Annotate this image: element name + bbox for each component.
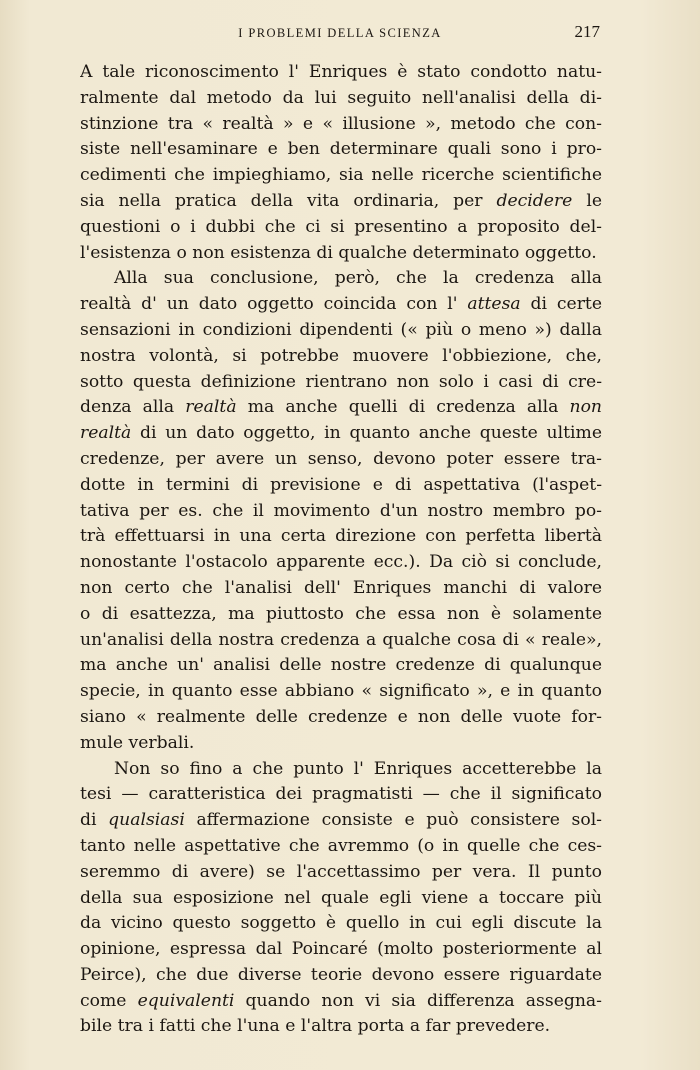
text-line: un'analisi della nostra credenza a qualche cosa di « reale», bbox=[80, 629, 602, 650]
text-segment: come bbox=[80, 990, 138, 1011]
text-line: o di esattezza, ma piuttosto che essa non è solamente bbox=[80, 603, 602, 624]
text-line: Non so fino a che punto l' Enriques accetterebbe la bbox=[114, 758, 602, 779]
text-line: siste nell'esaminare e ben determinare quali sono i pro- bbox=[80, 139, 602, 160]
text-line: nonostante l'ostacolo apparente ecc.). Da ciò si conclude, bbox=[80, 552, 602, 573]
text-line: bile tra i fatti che l'una e l'altra porta a far prevedere. bbox=[80, 1016, 551, 1037]
text-line: da vicino questo soggetto è quello in cui egli discute la bbox=[80, 913, 602, 934]
text-segment: denza alla bbox=[80, 397, 186, 418]
text-line: sensazioni in condizioni dipendenti (« più o meno ») dalla bbox=[80, 319, 602, 340]
text-line: ma anche un' analisi delle nostre credenze di qualunque bbox=[80, 655, 602, 676]
text-segment: ma anche quelli di credenza alla bbox=[236, 397, 570, 418]
text-line: specie, in quanto esse abbiano « significato », e in quanto bbox=[80, 681, 602, 702]
text-line: mule verbali. bbox=[80, 732, 195, 753]
italic-segment: equivalenti bbox=[137, 990, 235, 1011]
text-line: tanto nelle aspettative che avremmo (o in quelle che ces- bbox=[80, 835, 602, 856]
text-line: A tale riconoscimento l' Enriques è stato condotto natu- bbox=[80, 62, 602, 82]
text-line: tativa per es. che il movimento d'un nostro membro po- bbox=[80, 500, 602, 521]
text-segment: quando non vi sia differenza assegna- bbox=[234, 990, 602, 1011]
text-line bbox=[80, 292, 602, 318]
text-segment: sia nella pratica della vita ordinaria, per bbox=[80, 190, 497, 211]
text-line bbox=[80, 421, 602, 447]
text-line: seremmo di avere) se l'accettassimo per vera. Il punto bbox=[80, 861, 602, 882]
text-line: siano « realmente delle credenze e non delle vuote for- bbox=[80, 706, 602, 727]
text-segment: di bbox=[80, 810, 109, 831]
text-line: nostra volontà, si potrebbe muovere l'obbiezione, che, bbox=[80, 345, 602, 366]
italic-segment: attesa bbox=[467, 294, 521, 315]
text-line: Peirce), che due diverse teorie devono essere riguardate bbox=[80, 964, 602, 985]
page-header bbox=[80, 22, 600, 46]
text-line: trà effettuarsi in una certa direzione con perfetta libertà bbox=[80, 526, 602, 547]
text-segment: di un dato oggetto, in quanto anche queste ultime bbox=[131, 423, 602, 444]
text-segment: le bbox=[572, 190, 602, 211]
text-segment: affermazione consiste e può consistere sol- bbox=[184, 810, 602, 831]
text-segment: realtà d' un dato oggetto coincida con l' bbox=[80, 294, 468, 315]
page-number: 217 bbox=[574, 22, 600, 41]
text-line: cedimenti che impieghiamo, sia nelle ricerche scientifiche bbox=[80, 165, 602, 186]
text-line: della sua esposizione nel quale egli viene a toccare più bbox=[80, 887, 602, 908]
text-line bbox=[80, 989, 602, 1015]
italic-segment: realtà bbox=[80, 423, 132, 444]
text-line bbox=[80, 189, 602, 215]
text-line: dotte in termini di previsione e di aspettativa (l'aspet- bbox=[80, 474, 602, 495]
text-line: tesi — caratteristica dei pragmatisti — che il significato bbox=[80, 784, 602, 805]
text-line: Alla sua conclusione, però, che la credenza alla bbox=[114, 268, 602, 289]
text-line: ralmente dal metodo da lui seguito nell'analisi della di- bbox=[80, 87, 602, 108]
text-line: non certo che l'analisi dell' Enriques manchi di valore bbox=[80, 577, 602, 598]
text-line: credenze, per avere un senso, devono poter essere tra- bbox=[80, 448, 602, 469]
italic-segment: realtà bbox=[185, 397, 237, 418]
italic-segment: decidere bbox=[496, 190, 573, 211]
text-line: sotto questa definizione rientrano non solo i casi di cre- bbox=[80, 371, 602, 392]
running-head: I PROBLEMI DELLA SCIENZA bbox=[238, 26, 442, 40]
italic-segment: non bbox=[569, 397, 602, 418]
italic-segment: qualsiasi bbox=[108, 810, 185, 831]
text-line: l'esistenza o non esistenza di qualche determinato oggetto. bbox=[80, 242, 597, 263]
text-line bbox=[80, 395, 602, 421]
text-line: questioni o i dubbi che ci si presentino a proposito del- bbox=[80, 216, 602, 237]
text-line: stinzione tra « realtà » e « illusione », metodo che con- bbox=[80, 113, 602, 134]
text-line bbox=[80, 808, 602, 834]
body-text bbox=[80, 60, 602, 1040]
text-segment: di certe bbox=[520, 294, 602, 315]
text-line: opinione, espressa dal Poincaré (molto posteriormente al bbox=[80, 939, 602, 960]
